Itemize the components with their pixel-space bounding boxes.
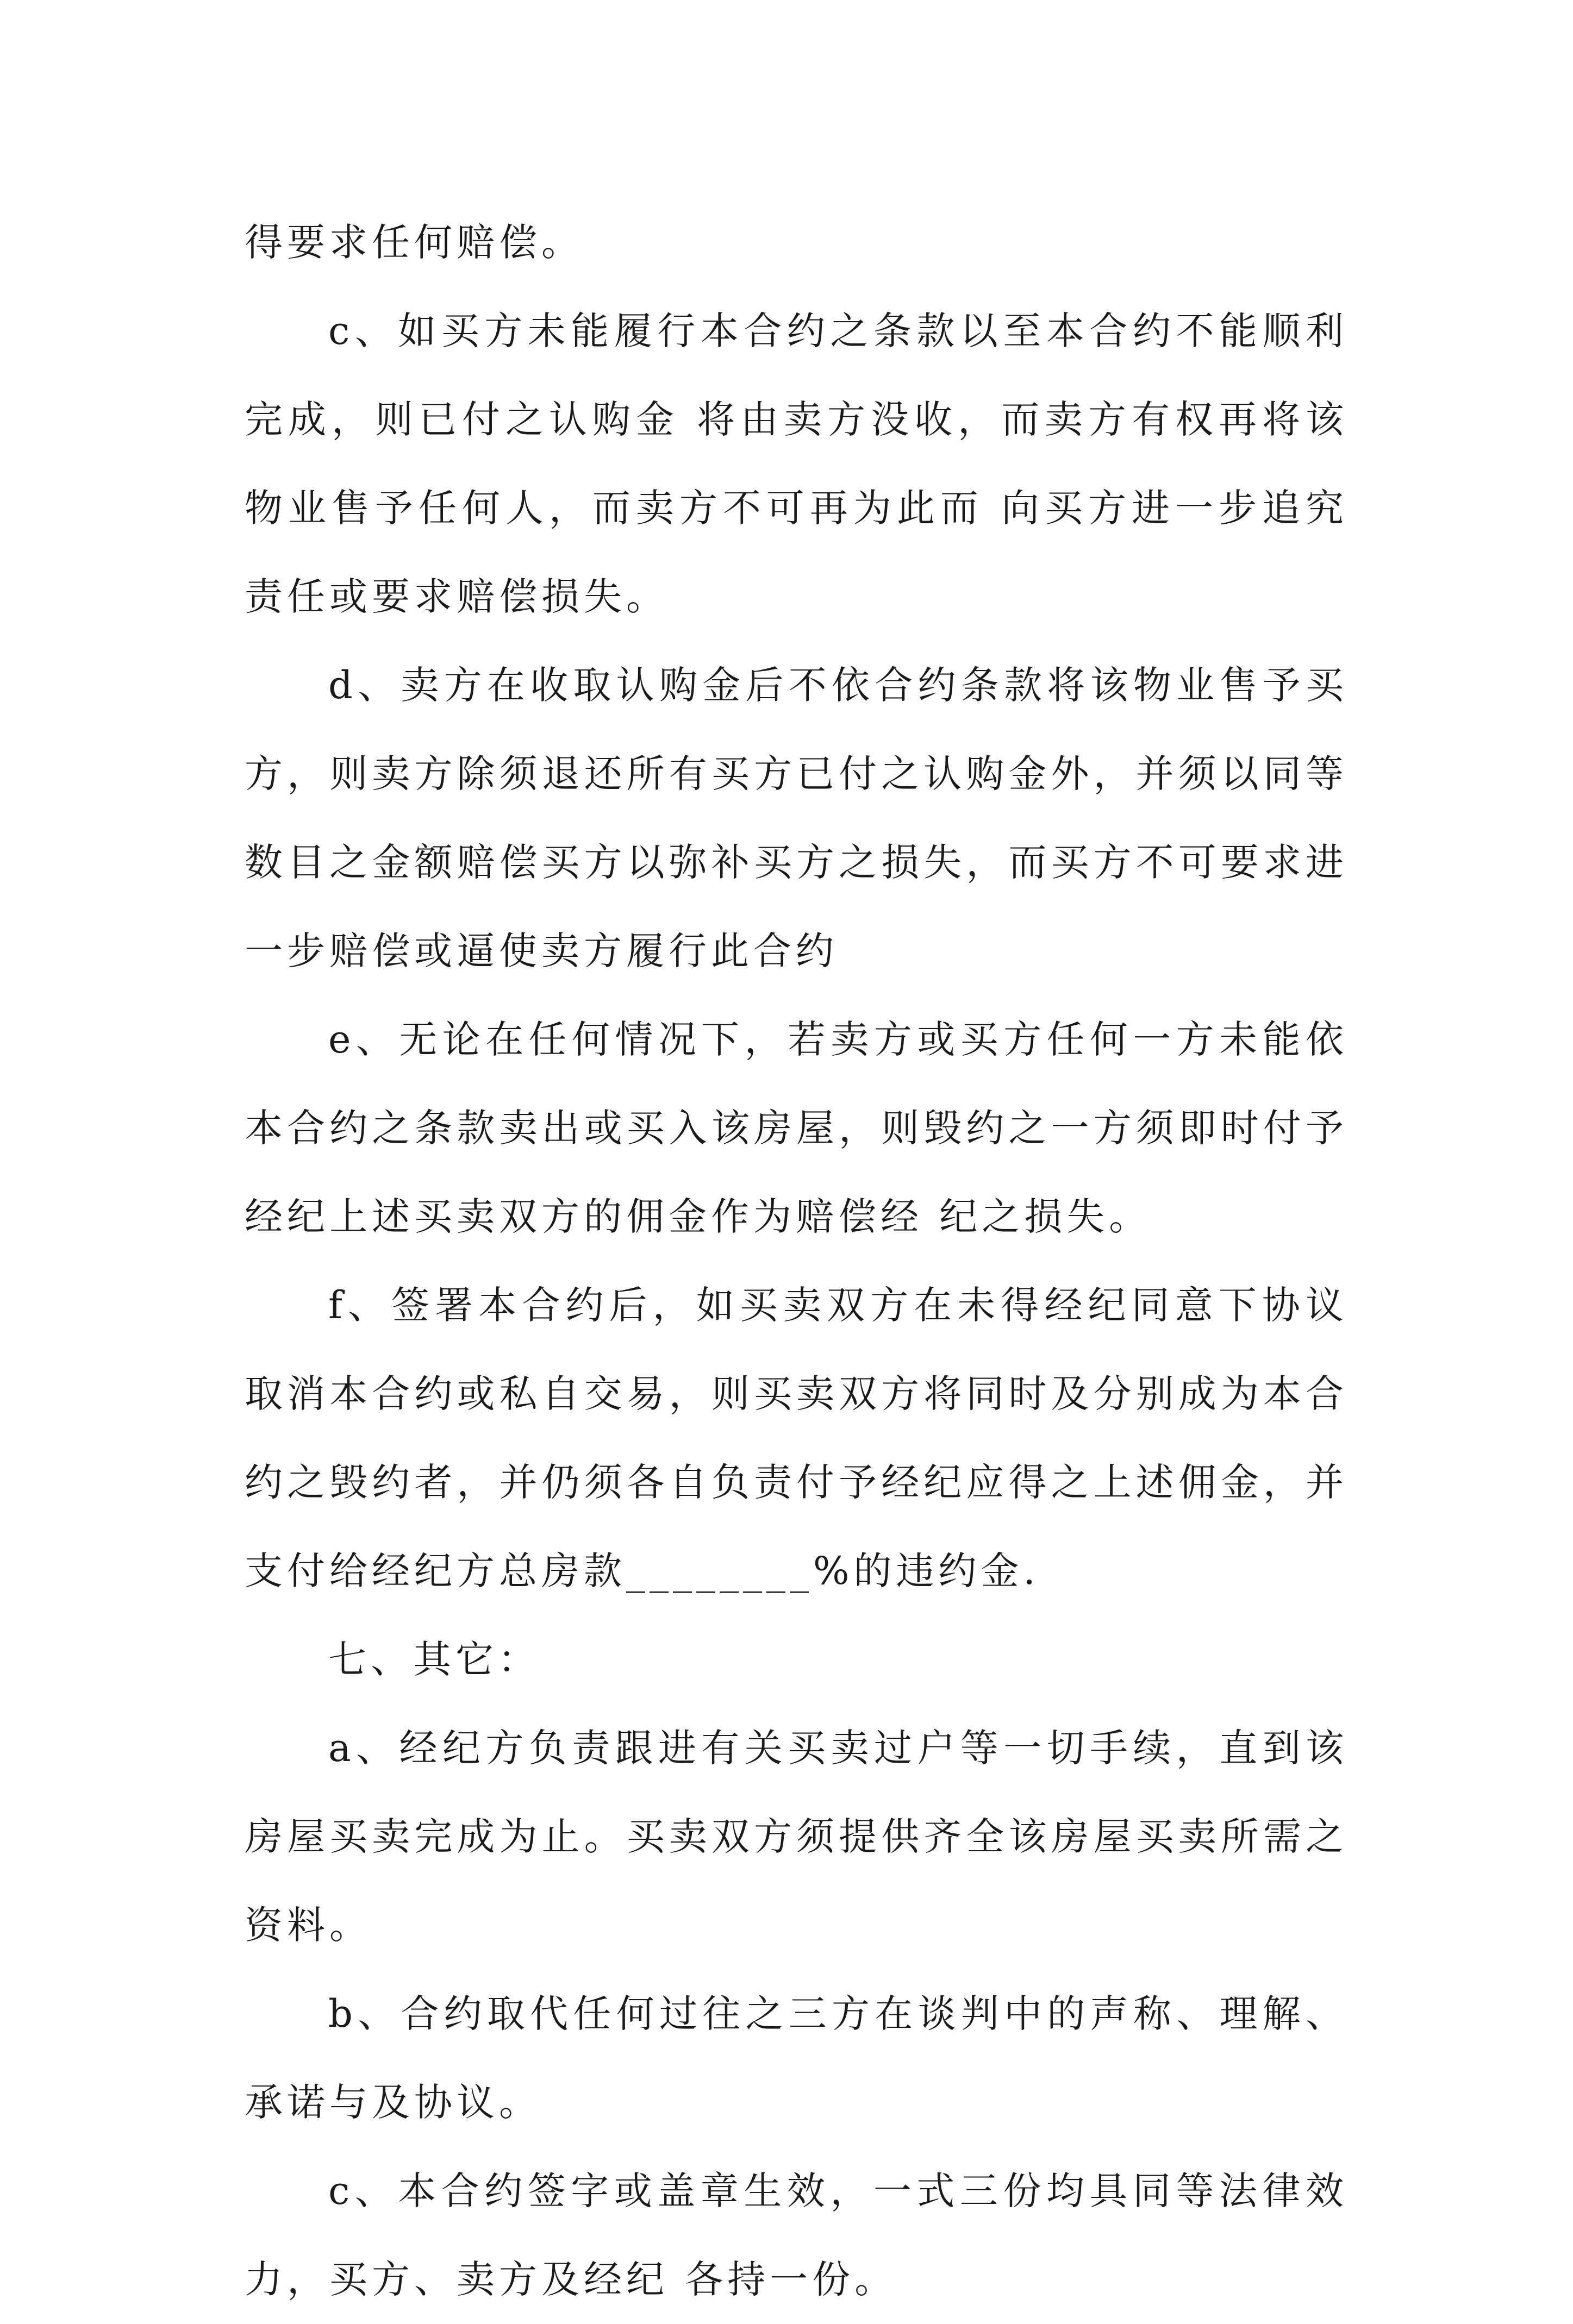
clause-f-private-deal: f、签署本合约后，如买卖双方在未得经纪同意下协议取消本合约或私自交易，则买卖双方将同时及分别成为本合约之毁约者，并仍须各自负责付予经纪应得之上述佣金，并支付给经纪方总房款________%的违约金.	[245, 1283, 1348, 1593]
section-seven-heading: 七、其它：	[328, 1637, 540, 1682]
paragraph-continuation: 得要求任何赔偿。	[245, 220, 584, 265]
document-body	[245, 198, 1348, 2324]
clause-b-supersede: b、合约取代任何过往之三方在谈判中的声称、理解、承诺与及协议。	[245, 1991, 1348, 2125]
clause-a-transfer: a、经纪方负责跟进有关买卖过户等一切手续，直到该房屋买卖完成为止。买卖双方须提供齐全该房屋买卖所需之资料。	[245, 1726, 1348, 1947]
clause-c-forfeit: c、如买方未能履行本合约之条款以至本合约不能顺利完成，则已付之认购金 将由卖方没收，而卖方有权再将该物业售予任何人，而卖方不可再为此而 向买方进一步追究责任或要求赔偿损失。	[245, 309, 1348, 619]
clause-d-seller-default: d、卖方在收取认购金后不依合约条款将该物业售予买方，则卖方除须退还所有买方已付之认购金外，并须以同等数目之金额赔偿买方以弥补买方之损失，而买方不可要求进一步赔偿或逼使卖方履行此合约	[245, 663, 1348, 973]
clause-e-commission: e、无论在任何情况下，若卖方或买方任何一方未能依本合约之条款卖出或买入该房屋，则毁约之一方须即时付予经纪上述买卖双方的佣金作为赔偿经 纪之损失。	[245, 1017, 1348, 1239]
clause-c-effective: c、本合约签字或盖章生效，一式三份均具同等法律效力，买方、卖方及经纪 各持一份。	[245, 2169, 1348, 2302]
